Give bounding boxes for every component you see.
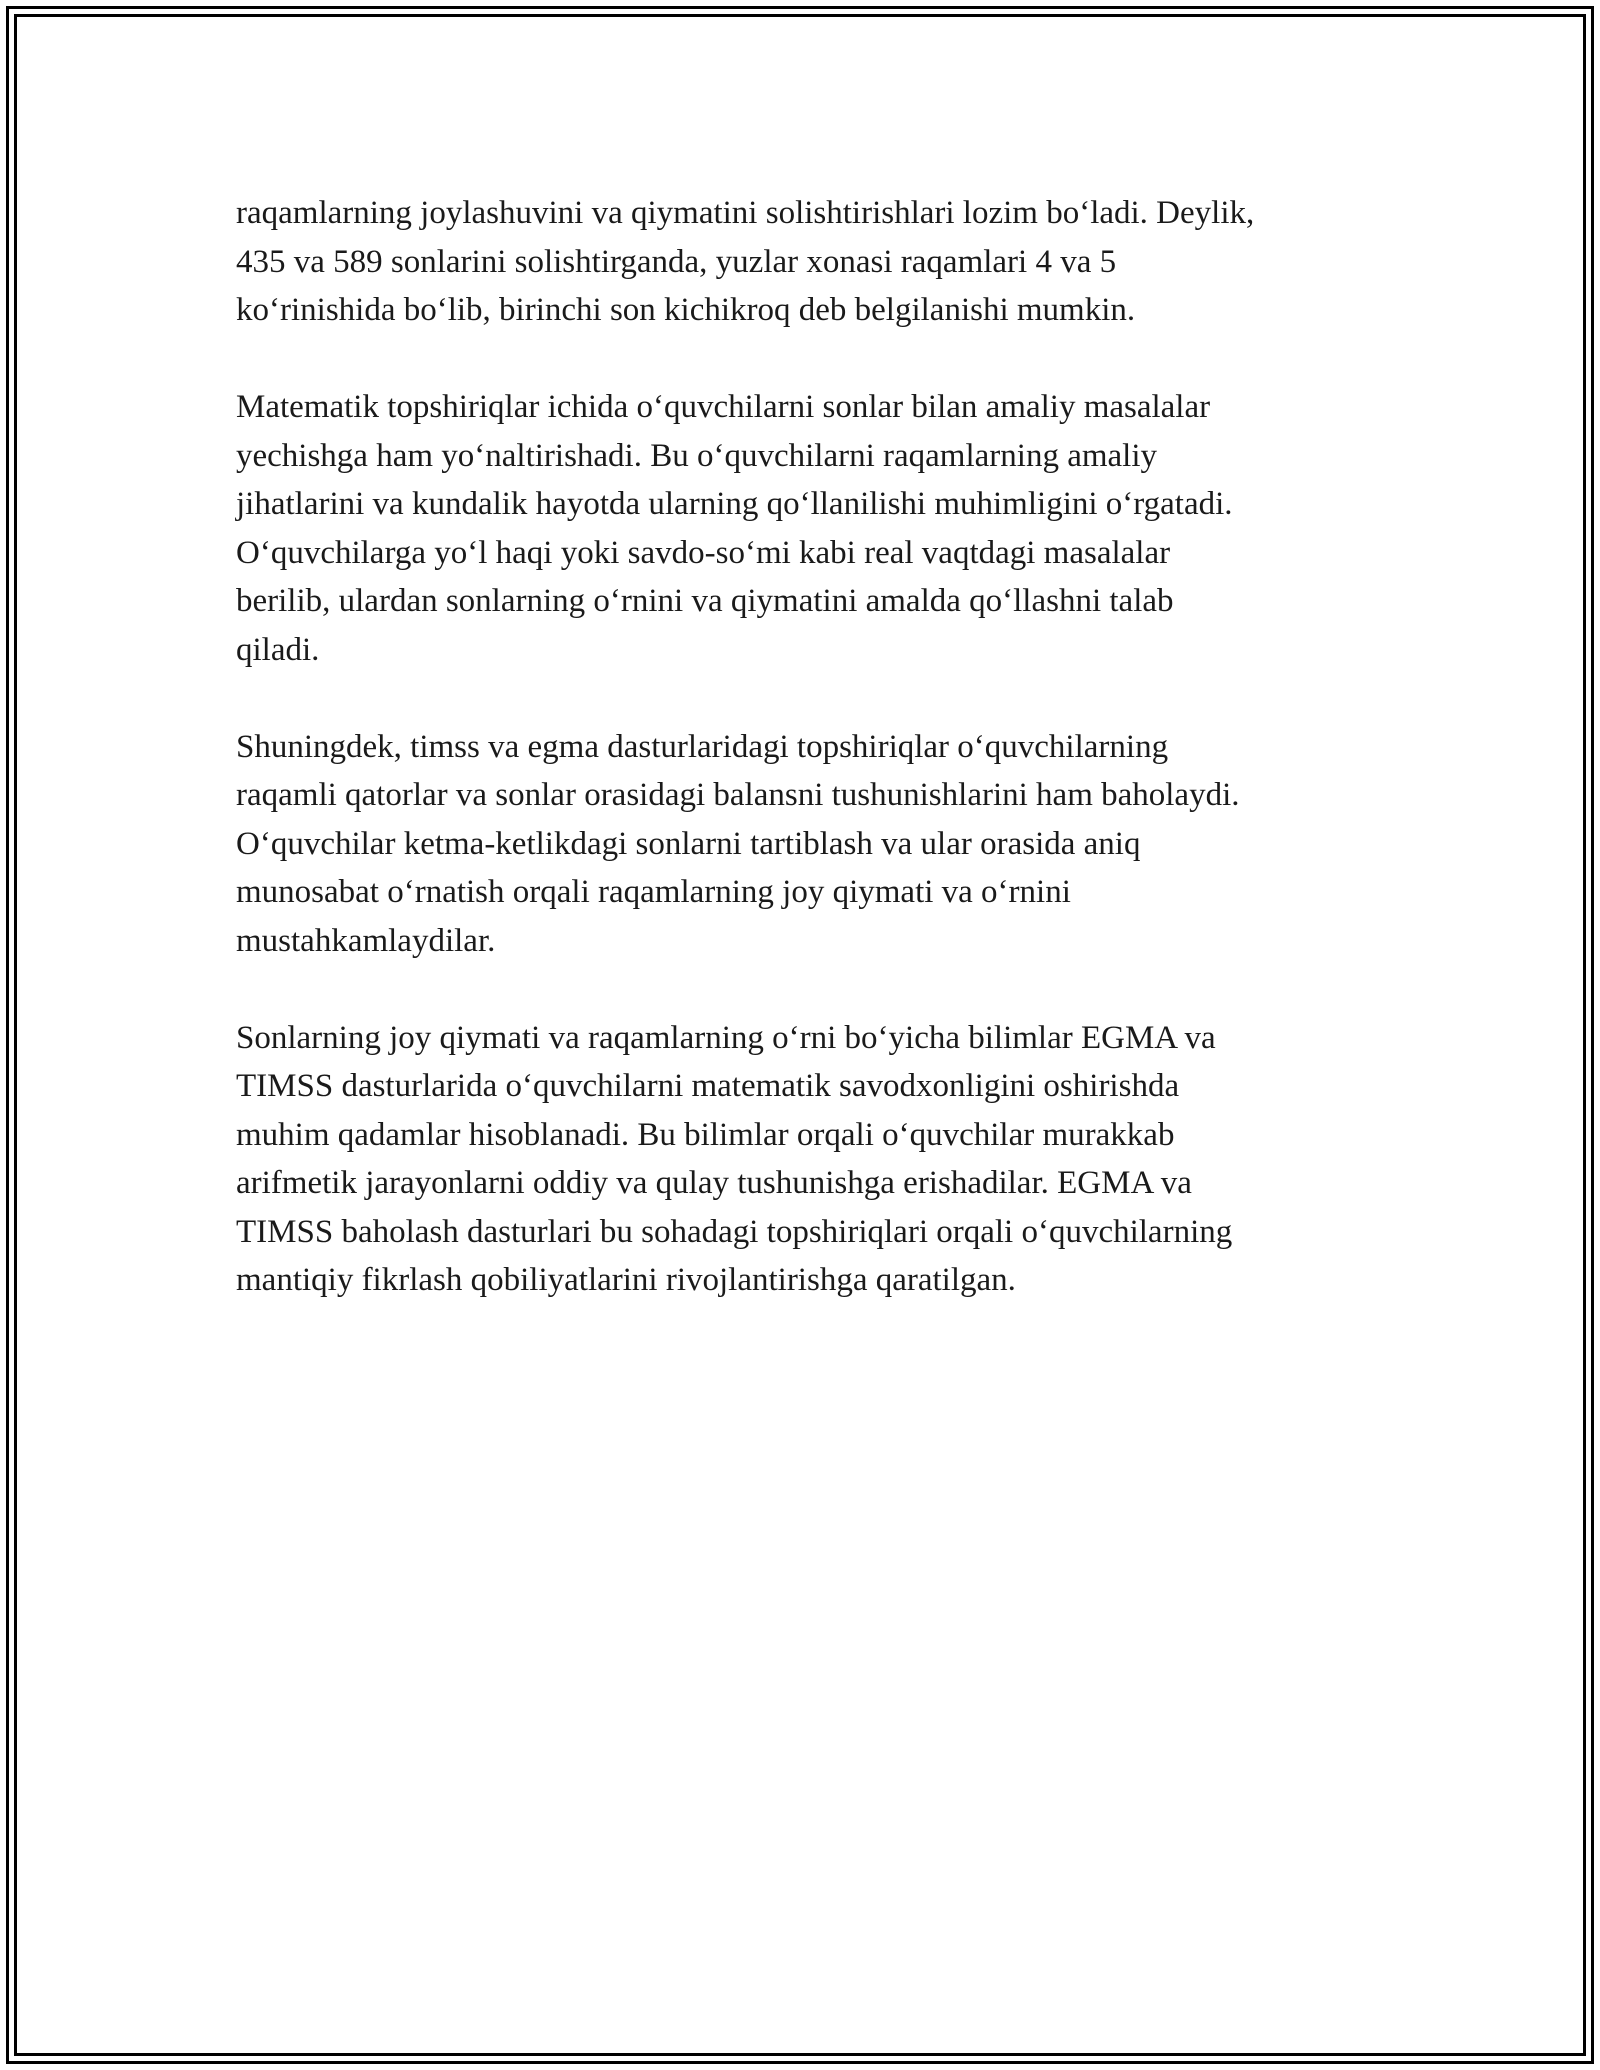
text-line: jihatlarini va kundalik hayotda ularning qo‘llanilishi muhimligini o‘rgatadi. (236, 486, 1233, 522)
text-line: O‘quvchilar ketma-ketlikdagi sonlarni tartiblash va ular orasida aniq (236, 825, 1141, 862)
text-line: yechishga ham yo‘naltirishadi. Bu o‘quvchilarni raqamlarning amaliy (236, 437, 1157, 474)
text-line: 435 va 589 sonlarini solishtirganda, yuzlar xonasi raqamlari 4 va 5 (236, 243, 1117, 280)
paragraph-4 (236, 1014, 1356, 1305)
text-line: TIMSS dasturlarida o‘quvchilarni matematik savodxonligini oshirishda (236, 1068, 1180, 1104)
text-line: arifmetik jarayonlarni oddiy va qulay tushunishga erishadilar. EGMA va (236, 1165, 1192, 1201)
text-line: qiladi. (236, 631, 320, 668)
paragraph-1 (236, 189, 1356, 335)
text-line: raqamli qatorlar va sonlar orasidagi balansni tushunishlarini ham baholaydi. (236, 777, 1240, 813)
text-line: ko‘rinishida bo‘lib, birinchi son kichikroq deb belgilanishi mumkin. (236, 292, 1136, 328)
document-body (236, 189, 1356, 1353)
text-line: raqamlarning joylashuvini va qiymatini solishtirishlari lozim bo‘ladi. Deylik, (236, 195, 1255, 231)
text-line: berilib, ulardan sonlarning o‘rnini va qiymatini amalda qo‘llashni talab (236, 583, 1174, 619)
text-line: Shuningdek, timss va egma dasturlaridagi topshiriqlar o‘quvchilarning (236, 728, 1169, 765)
text-line: muhim qadamlar hisoblanadi. Bu bilimlar orqali o‘quvchilar murakkab (236, 1116, 1175, 1153)
paragraph-3 (236, 723, 1356, 966)
text-line: Matematik topshiriqlar ichida o‘quvchilarni sonlar bilan amaliy masalalar (236, 389, 1211, 425)
text-line: Sonlarning joy qiymati va raqamlarning o‘rni bo‘yicha bilimlar EGMA va (236, 1019, 1216, 1056)
text-line: mustahkamlaydilar. (236, 922, 496, 959)
paragraph-2 (236, 383, 1356, 674)
text-line: O‘quvchilarga yo‘l haqi yoki savdo-so‘mi kabi real vaqtdagi masalalar (236, 534, 1171, 571)
text-line: mantiqiy fikrlash qobiliyatlarini rivojlantirishga qaratilgan. (236, 1262, 1016, 1298)
text-line: TIMSS baholash dasturlari bu sohadagi topshiriqlari orqali o‘quvchilarning (236, 1213, 1233, 1250)
text-line: munosabat o‘rnatish orqali raqamlarning joy qiymati va o‘rnini (236, 874, 1071, 910)
